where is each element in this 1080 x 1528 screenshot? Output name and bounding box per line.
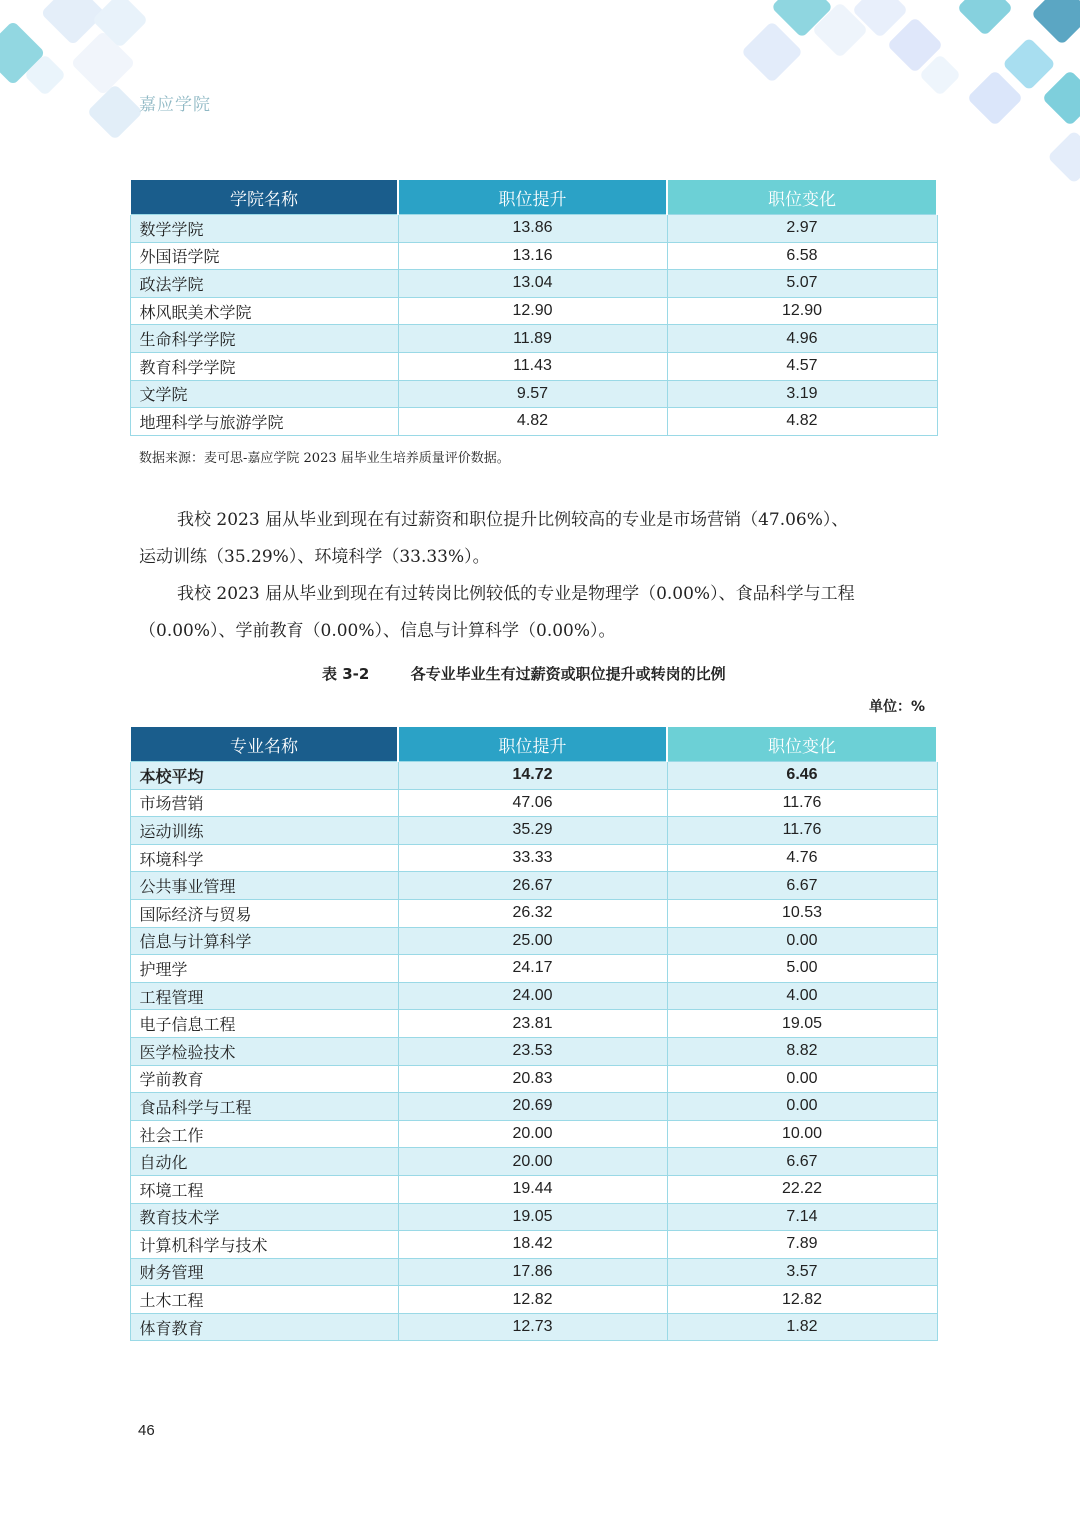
promotion-cell: 13.16	[398, 242, 667, 270]
table-row	[130, 1037, 937, 1065]
table-row	[130, 1258, 937, 1286]
position-change-cell: 1.82	[667, 1313, 937, 1341]
promotion-cell: 12.90	[398, 297, 667, 325]
promotion-cell: 11.43	[398, 352, 667, 380]
position-change-cell: 4.76	[667, 844, 937, 872]
promotion-cell: 20.00	[398, 1120, 667, 1148]
position-change-cell: 19.05	[667, 1010, 937, 1038]
row-name-cell: 护理学	[130, 955, 398, 983]
position-change-cell: 4.57	[667, 352, 937, 380]
table-row	[130, 1286, 937, 1314]
column-header-major-name: 专业名称	[130, 727, 398, 762]
row-name-cell: 医学检验技术	[130, 1037, 398, 1065]
position-change-cell: 0.00	[667, 1065, 937, 1093]
table-row	[130, 982, 937, 1010]
row-name-cell: 计算机科学与技术	[130, 1231, 398, 1259]
position-change-cell: 6.67	[667, 872, 937, 900]
position-change-cell: 8.82	[667, 1037, 937, 1065]
row-name-cell: 财务管理	[130, 1258, 398, 1286]
position-change-cell: 12.90	[667, 297, 937, 325]
position-change-cell: 6.58	[667, 242, 937, 270]
table-row	[130, 899, 937, 927]
row-name-cell: 环境科学	[130, 844, 398, 872]
college-table	[129, 180, 938, 436]
table-row	[130, 955, 937, 983]
position-change-cell: 4.00	[667, 982, 937, 1010]
promotion-cell: 9.57	[398, 380, 667, 408]
paragraph-line: 我校 2023 届从毕业到现在有过转岗比例较低的专业是物理学（0.00%）、食品科学与工程	[177, 584, 855, 604]
promotion-cell: 23.81	[398, 1010, 667, 1038]
table-row	[130, 1231, 937, 1259]
promotion-cell: 33.33	[398, 844, 667, 872]
promotion-cell: 20.00	[398, 1148, 667, 1176]
table-caption-label: 表 3-2	[322, 665, 370, 683]
position-change-cell: 10.53	[667, 899, 937, 927]
row-name-cell: 学前教育	[130, 1065, 398, 1093]
promotion-cell: 19.44	[398, 1175, 667, 1203]
table-caption	[322, 663, 726, 684]
position-change-cell: 11.76	[667, 817, 937, 845]
row-name-cell: 文学院	[130, 380, 398, 408]
table-row	[130, 1010, 937, 1038]
table-row	[130, 1120, 937, 1148]
promotion-cell: 12.73	[398, 1313, 667, 1341]
row-name-cell: 外国语学院	[130, 242, 398, 270]
promotion-cell: 47.06	[398, 789, 667, 817]
promotion-cell: 24.00	[398, 982, 667, 1010]
table-row	[130, 215, 937, 243]
table-row	[130, 762, 937, 790]
table-row	[130, 1313, 937, 1341]
row-name-cell: 体育教育	[130, 1313, 398, 1341]
position-change-cell: 3.19	[667, 380, 937, 408]
paragraph-promotion	[139, 502, 939, 576]
column-header-promotion: 职位提升	[398, 180, 667, 215]
row-name-cell: 数学学院	[130, 215, 398, 243]
row-name-cell: 教育科学学院	[130, 352, 398, 380]
promotion-cell: 11.89	[398, 325, 667, 353]
table-row	[130, 844, 937, 872]
promotion-cell: 20.83	[398, 1065, 667, 1093]
promotion-cell: 23.53	[398, 1037, 667, 1065]
paragraph-line: 我校 2023 届从毕业到现在有过薪资和职位提升比例较高的专业是市场营销（47.06%）、	[177, 510, 849, 530]
column-header-college-name: 学院名称	[130, 180, 398, 215]
row-name-cell: 政法学院	[130, 270, 398, 298]
row-name-cell: 社会工作	[130, 1120, 398, 1148]
column-header-promotion: 职位提升	[398, 727, 667, 762]
table-row	[130, 789, 937, 817]
row-name-cell: 地理科学与旅游学院	[130, 408, 398, 436]
position-change-cell: 3.57	[667, 1258, 937, 1286]
row-name-cell: 运动训练	[130, 817, 398, 845]
position-change-cell: 5.07	[667, 270, 937, 298]
row-name-cell: 本校平均	[130, 762, 398, 790]
promotion-cell: 12.82	[398, 1286, 667, 1314]
promotion-cell: 4.82	[398, 408, 667, 436]
position-change-cell: 4.82	[667, 408, 937, 436]
table-row	[130, 1148, 937, 1176]
table-unit: 单位：%	[868, 699, 925, 715]
row-name-cell: 林风眠美术学院	[130, 297, 398, 325]
page-number: 46	[138, 1422, 155, 1439]
school-name-header: 嘉应学院	[139, 95, 211, 115]
promotion-cell: 26.32	[398, 899, 667, 927]
promotion-cell: 26.67	[398, 872, 667, 900]
promotion-cell: 25.00	[398, 927, 667, 955]
table-row	[130, 1065, 937, 1093]
column-header-position-change: 职位变化	[667, 180, 937, 215]
row-name-cell: 市场营销	[130, 789, 398, 817]
table-row	[130, 1175, 937, 1203]
table-row	[130, 1203, 937, 1231]
paragraph-line: 运动训练（35.29%）、环境科学（33.33%）。	[139, 547, 490, 567]
position-change-cell: 4.96	[667, 325, 937, 353]
position-change-cell: 12.82	[667, 1286, 937, 1314]
data-source-note: 数据来源：麦可思-嘉应学院 2023 届毕业生培养质量评价数据。	[139, 451, 510, 466]
row-name-cell: 信息与计算科学	[130, 927, 398, 955]
table-row	[130, 380, 937, 408]
position-change-cell: 11.76	[667, 789, 937, 817]
table-row	[130, 242, 937, 270]
promotion-cell: 35.29	[398, 817, 667, 845]
table-row	[130, 297, 937, 325]
column-header-position-change: 职位变化	[667, 727, 937, 762]
position-change-cell: 22.22	[667, 1175, 937, 1203]
position-change-cell: 0.00	[667, 1093, 937, 1121]
promotion-cell: 19.05	[398, 1203, 667, 1231]
position-change-cell: 6.67	[667, 1148, 937, 1176]
row-name-cell: 国际经济与贸易	[130, 899, 398, 927]
table-row	[130, 352, 937, 380]
promotion-cell: 24.17	[398, 955, 667, 983]
row-name-cell: 教育技术学	[130, 1203, 398, 1231]
row-name-cell: 环境工程	[130, 1175, 398, 1203]
row-name-cell: 自动化	[130, 1148, 398, 1176]
row-name-cell: 食品科学与工程	[130, 1093, 398, 1121]
table-row	[130, 817, 937, 845]
table-caption-title: 各专业毕业生有过薪资或职位提升或转岗的比例	[410, 665, 726, 683]
table-row	[130, 325, 937, 353]
position-change-cell: 6.46	[667, 762, 937, 790]
promotion-cell: 13.86	[398, 215, 667, 243]
row-name-cell: 工程管理	[130, 982, 398, 1010]
paragraph-transfer	[139, 576, 939, 650]
table-row	[130, 927, 937, 955]
row-name-cell: 公共事业管理	[130, 872, 398, 900]
promotion-cell: 17.86	[398, 1258, 667, 1286]
position-change-cell: 0.00	[667, 927, 937, 955]
position-change-cell: 7.14	[667, 1203, 937, 1231]
row-name-cell: 生命科学学院	[130, 325, 398, 353]
table-row	[130, 270, 937, 298]
row-name-cell: 电子信息工程	[130, 1010, 398, 1038]
table-row	[130, 1093, 937, 1121]
promotion-cell: 14.72	[398, 762, 667, 790]
position-change-cell: 10.00	[667, 1120, 937, 1148]
table-row	[130, 872, 937, 900]
table-row	[130, 408, 937, 436]
position-change-cell: 7.89	[667, 1231, 937, 1259]
position-change-cell: 5.00	[667, 955, 937, 983]
promotion-cell: 13.04	[398, 270, 667, 298]
position-change-cell: 2.97	[667, 215, 937, 243]
promotion-cell: 18.42	[398, 1231, 667, 1259]
row-name-cell: 土木工程	[130, 1286, 398, 1314]
promotion-cell: 20.69	[398, 1093, 667, 1121]
paragraph-line: （0.00%）、学前教育（0.00%）、信息与计算科学（0.00%）。	[139, 621, 616, 641]
major-table	[129, 727, 938, 1341]
